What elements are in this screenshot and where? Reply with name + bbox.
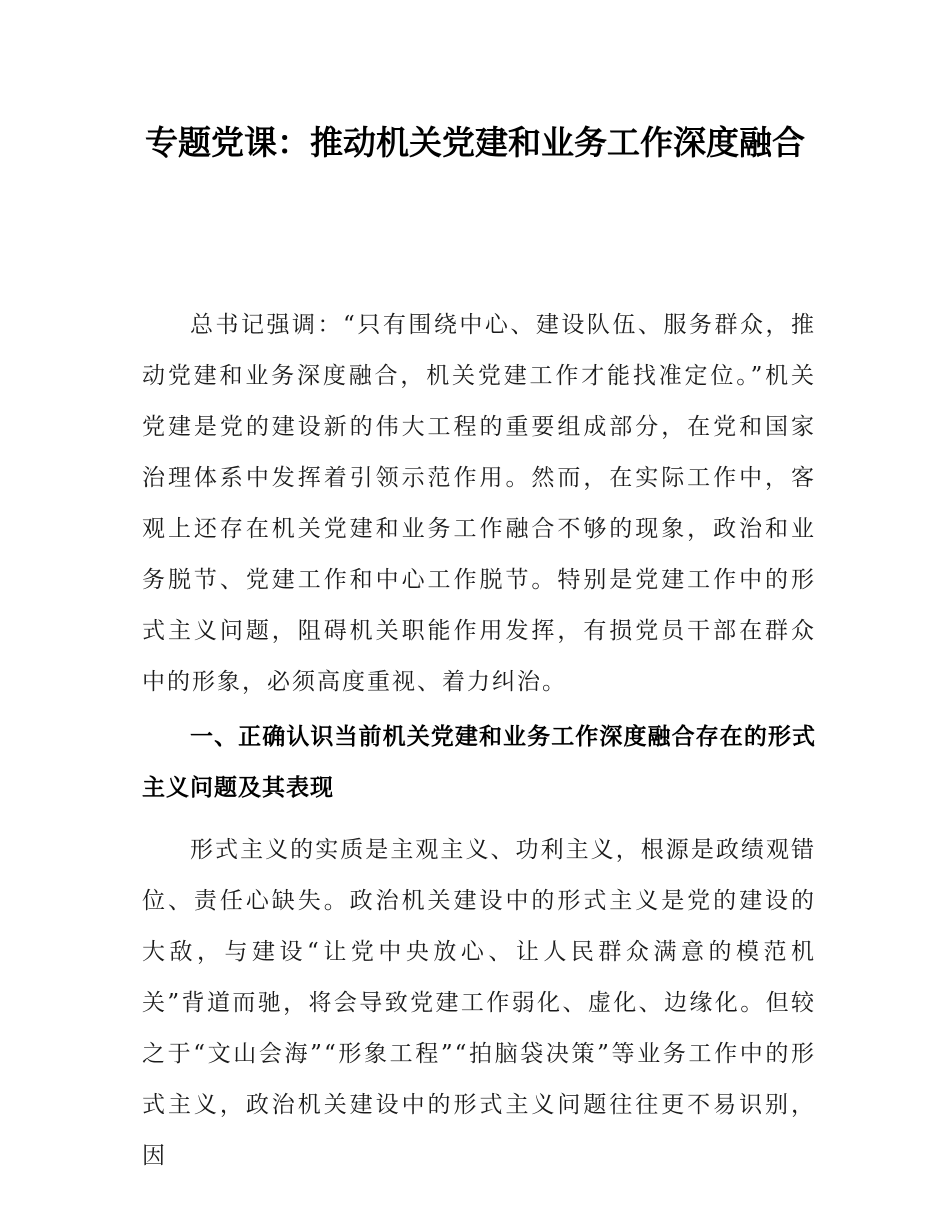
- section-1-body-paragraph: 形式主义的实质是主观主义、功利主义，根源是政绩观错位、责任心缺失。政治机关建设中的形式主义是党的建设的大敌，与建设“让党中央放心、让人民群众满意的模范机关”背道而驰，将会导致党建工作弱化、虚化、边缘化。但较之于“文山会海”“形象工程”“拍脑袋决策”等业务工作中的形式主义，政治机关建设中的形式主义问题往往更不易识别，因: [142, 837, 816, 1169]
- section-1-heading: 一、正确认识当前机关党建和业务工作深度融合存在的形式主义问题及其表现: [142, 724, 816, 801]
- intro-paragraph: 总书记强调：“只有围绕中心、建设队伍、服务群众，推动党建和业务深度融合，机关党建工作才能找准定位。”机关党建是党的建设新的伟大工程的重要组成部分，在党和国家治理体系中发挥着引领示范作用。然而，在实际工作中，客观上还存在机关党建和业务工作融合不够的现象，政治和业务脱节、党建工作和中心工作脱节。特别是党建工作中的形式主义问题，阻碍机关职能作用发挥，有损党员干部在群众中的形象，必须高度重视、着力纠治。: [142, 312, 816, 695]
- document-title: 专题党课：推动机关党建和业务工作深度融合: [145, 123, 805, 162]
